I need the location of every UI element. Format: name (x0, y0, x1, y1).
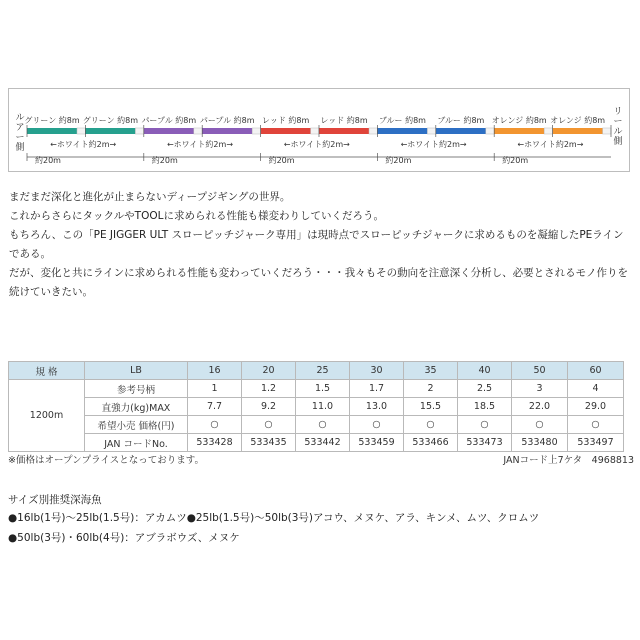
lure-side-label: ルアー側 (15, 113, 25, 153)
spec-cell: ○ (296, 416, 350, 434)
spec-cell: 15.5 (404, 398, 458, 416)
white-section-5 (311, 128, 319, 134)
white-label-9: ←ホワイト約2m→ (517, 140, 584, 149)
spec-cell: 533428 (188, 434, 242, 452)
white-label-7: ←ホワイト約2m→ (400, 140, 467, 149)
fish-line-2: ●50lb(3号)・60lb(4号)：アブラボウズ、メヌケ (8, 532, 240, 544)
fish-list (8, 508, 634, 548)
white-section-10 (603, 128, 611, 134)
segment-9-label: オレンジ 約8m (491, 116, 547, 125)
segment-1-label: グリーン 約8m (24, 116, 80, 125)
white-section-7 (427, 128, 435, 134)
spec-row-label: 希望小売 価格(円) (85, 416, 188, 434)
spec-cell: 9.2 (242, 398, 296, 416)
white-section-9 (544, 128, 552, 134)
spec-cell: 18.5 (458, 398, 512, 416)
spec-header-lb: LB (85, 362, 188, 380)
segment-9-band (494, 128, 544, 134)
white-section-1 (77, 128, 85, 134)
spec-cell: 2 (404, 380, 458, 398)
spec-header-col: 25 (296, 362, 350, 380)
spec-header-row (9, 362, 624, 380)
white-section-8 (486, 128, 494, 134)
intro-text (9, 188, 631, 302)
white-label-1: ←ホワイト約2m→ (50, 140, 117, 149)
spec-cell: 1 (188, 380, 242, 398)
segment-3-label: パープル 約8m (141, 116, 197, 125)
white-label-5: ←ホワイト約2m→ (283, 140, 350, 149)
unit-length-5: 約20m (502, 156, 529, 165)
spec-cell: 13.0 (350, 398, 404, 416)
segment-7-label: ブルー 約8m (378, 116, 426, 125)
white-section-2 (135, 128, 143, 134)
spec-header-col: 16 (188, 362, 242, 380)
segment-6-label: レッド 約8m (320, 116, 368, 125)
spec-cell: 533466 (404, 434, 458, 452)
segment-1-band (27, 128, 77, 134)
segment-2-band (85, 128, 135, 134)
spec-row (9, 398, 624, 416)
spec-row (9, 416, 624, 434)
spec-header-col: 35 (404, 362, 458, 380)
segment-4-label: パープル 約8m (199, 116, 255, 125)
unit-length-2: 約20m (151, 156, 178, 165)
segment-10-band (553, 128, 603, 134)
spec-cell: 7.7 (188, 398, 242, 416)
unit-length-3: 約20m (268, 156, 295, 165)
spec-cell: 3 (512, 380, 568, 398)
white-section-6 (369, 128, 377, 134)
price-note (8, 452, 634, 466)
segment-8-band (436, 128, 486, 134)
spec-row-label: 直強力(kg)MAX (85, 398, 188, 416)
spec-cell: 533435 (242, 434, 296, 452)
spec-cell: 533497 (568, 434, 624, 452)
segment-5-band (261, 128, 311, 134)
spec-header-col: 30 (350, 362, 404, 380)
spec-header-col: 50 (512, 362, 568, 380)
spec-header-col: 40 (458, 362, 512, 380)
intro-line-4: だが、変化と共にラインに求められる性能も変わっていくだろう・・・我々もその動向を注意深く分析し、必要とされるモノ作りを続けていきたい。 (9, 267, 628, 298)
segment-7-band (377, 128, 427, 134)
segment-2-label: グリーン 約8m (82, 116, 139, 125)
intro-line-2: これからさらにタックルやTOOLに求められる性能も様変わりしていくだろう。 (9, 210, 384, 222)
spec-cell: 1.2 (242, 380, 296, 398)
unit-length-1: 約20m (35, 156, 61, 165)
spec-cell: 1.5 (296, 380, 350, 398)
spec-cell: ○ (242, 416, 296, 434)
spec-cell: 22.0 (512, 398, 568, 416)
spec-cell: 533480 (512, 434, 568, 452)
spec-cell: ○ (188, 416, 242, 434)
spec-header-col: 20 (242, 362, 296, 380)
spec-row (9, 434, 624, 452)
spec-cell: 29.0 (568, 398, 624, 416)
spec-cell: 533442 (296, 434, 350, 452)
open-price-note: ※価格はオープンプライスとなっております。 (8, 455, 204, 466)
intro-line-1: まだまだ深化と進化が止まらないディープジギングの世界。 (9, 191, 291, 203)
unit-length-4: 約20m (385, 156, 412, 165)
segment-10-label: オレンジ 約8m (550, 116, 606, 125)
spec-row-label: JAN コードNo. (85, 434, 188, 452)
white-label-3: ←ホワイト約2m→ (166, 140, 234, 149)
spec-cell: 11.0 (296, 398, 350, 416)
intro-line-3: もちろん、この「PE JIGGER ULT スローピッチジャーク専用」は現時点でスローピッチジャークに求めるものを凝縮したPEラインである。 (9, 229, 624, 260)
spec-header-label: 規 格 (9, 362, 85, 380)
fish-line-1: ●16lb(1号)～25lb(1.5号)：アカムツ●25lb(1.5号)～50lb(3号)アコウ、メヌケ、アラ、キンメ、ムツ、クロムツ (8, 512, 540, 524)
spec-cell: ○ (458, 416, 512, 434)
spec-cell: 2.5 (458, 380, 512, 398)
spec-cell: ○ (350, 416, 404, 434)
jan-prefix: JANコード上7ケタ 4968813 (503, 455, 634, 466)
spec-row-label: 参考号柄 (85, 380, 188, 398)
segment-6-band (319, 128, 369, 134)
segment-4-band (202, 128, 252, 134)
fish-title: サイズ別推奨深海魚 (8, 494, 102, 506)
reel-side-label: リール側 (613, 107, 623, 147)
segment-8-label: ブルー 約8m (437, 116, 485, 125)
spec-cell: ○ (568, 416, 624, 434)
spec-cell: 1.7 (350, 380, 404, 398)
spec-cell: 533459 (350, 434, 404, 452)
line-segments (9, 89, 631, 173)
segment-5-label: レッド 約8m (261, 116, 310, 125)
line-color-diagram (8, 88, 630, 172)
spec-header-col: 60 (568, 362, 624, 380)
spec-cell: 533473 (458, 434, 512, 452)
segment-3-band (144, 128, 194, 134)
spec-row (9, 380, 624, 398)
white-section-4 (252, 128, 260, 134)
white-section-3 (194, 128, 202, 134)
spec-cell: ○ (404, 416, 458, 434)
spec-cell: 4 (568, 380, 624, 398)
spec-cell: ○ (512, 416, 568, 434)
spec-table (8, 361, 624, 452)
spec-length: 1200m (9, 380, 85, 452)
